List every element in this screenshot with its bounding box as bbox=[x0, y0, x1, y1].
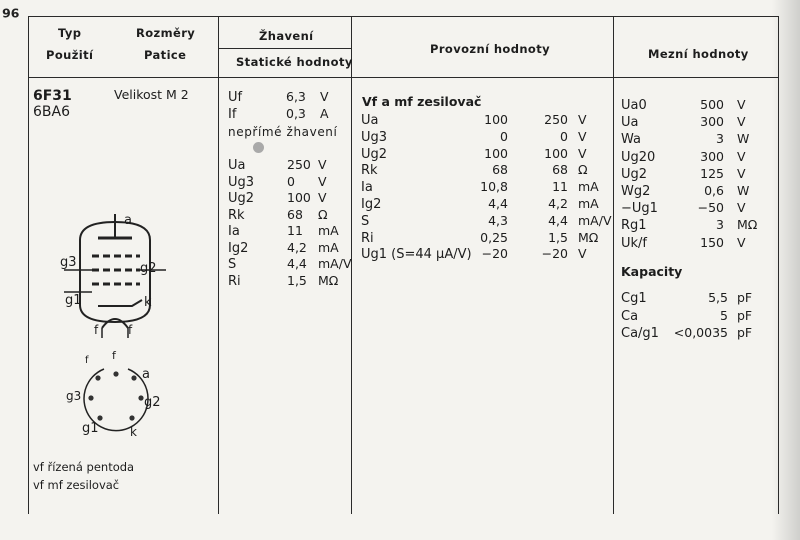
static-unit: MΩ bbox=[318, 272, 339, 288]
static-symbol: Ri bbox=[228, 273, 241, 289]
zhaveni-val: 0,3 bbox=[286, 106, 306, 121]
static-value: 0 bbox=[287, 173, 295, 189]
static-symbol: Ua bbox=[228, 158, 246, 173]
operating-value-1: 0,25 bbox=[480, 229, 508, 245]
zhaveni-note: nepřímé žhavení bbox=[228, 125, 338, 139]
static-symbol: Rk bbox=[228, 207, 245, 223]
static-value: 250 bbox=[287, 157, 311, 172]
zhaveni-divider bbox=[218, 48, 351, 49]
limit-unit: V bbox=[737, 97, 746, 112]
limit-unit: V bbox=[737, 114, 746, 130]
limit-unit: V bbox=[737, 165, 746, 181]
static-value: 68 bbox=[287, 206, 303, 222]
column-divider-3 bbox=[613, 16, 614, 514]
limit-unit: V bbox=[737, 148, 746, 164]
capacitance-unit: pF bbox=[737, 307, 753, 323]
operating-unit: V bbox=[578, 128, 587, 144]
operating-value-1: 100 bbox=[484, 145, 508, 161]
cathode bbox=[98, 300, 142, 306]
limit-unit: W bbox=[737, 131, 750, 147]
page-edge-shadow bbox=[772, 0, 800, 540]
tube-name-primary: 6F31 bbox=[33, 88, 72, 104]
header-mezni: Mezní hodnoty bbox=[648, 47, 749, 61]
operating-value-1: 0 bbox=[500, 128, 508, 144]
capacitance-symbol: Ca bbox=[621, 308, 639, 324]
header-staticke: Statické hodnoty bbox=[236, 55, 353, 69]
base-pins bbox=[88, 371, 143, 420]
tube-use-line-2: vf mf zesilovač bbox=[33, 478, 120, 492]
static-unit: Ω bbox=[318, 206, 328, 222]
operating-value-1: 4,3 bbox=[488, 212, 508, 228]
limit-unit: MΩ bbox=[737, 217, 758, 233]
base-label-f-left: f bbox=[85, 355, 89, 366]
operating-value-1: 10,8 bbox=[480, 179, 508, 195]
operating-symbol: Ug2 bbox=[361, 146, 388, 162]
static-unit: V bbox=[318, 173, 327, 189]
header-bottom-rule bbox=[28, 77, 778, 78]
symbol-label-k: k bbox=[144, 295, 152, 310]
limit-symbol: Rg1 bbox=[621, 218, 647, 234]
limit-value: 0,6 bbox=[704, 183, 724, 198]
capacitance-value: 5,5 bbox=[708, 290, 728, 305]
left-border bbox=[28, 16, 29, 514]
header-rozmery: Rozměry bbox=[136, 26, 196, 40]
symbol-label-g1: g1 bbox=[65, 293, 82, 308]
zhaveni-sym: Uf bbox=[228, 90, 243, 105]
operating-symbol: Ia bbox=[361, 180, 373, 196]
heater bbox=[102, 319, 128, 328]
zhaveni-unit: A bbox=[320, 106, 329, 121]
operating-symbol: Ri bbox=[361, 230, 374, 246]
limit-value: 500 bbox=[700, 97, 724, 112]
limit-symbol: Wg2 bbox=[621, 184, 651, 199]
base-label-f: f bbox=[112, 349, 116, 362]
limit-unit: W bbox=[737, 183, 750, 198]
header-zhaveni: Žhavení bbox=[259, 29, 314, 43]
right-border bbox=[778, 16, 779, 514]
symbol-label-f-right: f bbox=[128, 323, 133, 337]
operating-symbol: S bbox=[361, 213, 370, 229]
limit-symbol: −Ug1 bbox=[621, 201, 658, 217]
limit-symbol: Ua bbox=[621, 115, 639, 131]
operating-value-2: 1,5 bbox=[548, 229, 568, 245]
page-number: 96 bbox=[2, 5, 20, 21]
operating-value-1: 68 bbox=[492, 162, 508, 178]
capacitance-symbol: Cg1 bbox=[621, 291, 647, 306]
static-symbol: Ug2 bbox=[228, 191, 255, 206]
tube-size: Velikost M 2 bbox=[114, 87, 189, 102]
static-unit: mA/V bbox=[318, 256, 352, 271]
zhaveni-val: 6,3 bbox=[286, 89, 306, 104]
grid-lines bbox=[92, 256, 140, 284]
kapacity-title: Kapacity bbox=[621, 264, 683, 279]
operating-unit: Ω bbox=[578, 162, 588, 178]
header-provozni: Provozní hodnoty bbox=[430, 42, 551, 56]
operating-value-2: 250 bbox=[544, 112, 568, 127]
operating-unit: V bbox=[578, 145, 587, 161]
operating-value-1: −20 bbox=[481, 246, 508, 262]
header-typ: Typ bbox=[58, 26, 82, 40]
operating-value-1: 100 bbox=[484, 112, 508, 127]
static-unit: V bbox=[318, 157, 327, 172]
operating-unit: V bbox=[578, 112, 587, 127]
static-unit: mA bbox=[318, 239, 339, 255]
operating-unit: mA bbox=[578, 196, 599, 211]
operating-symbol: Ug3 bbox=[361, 129, 388, 145]
operating-symbol: Ua bbox=[361, 113, 379, 128]
tube-name-secondary: 6BA6 bbox=[33, 104, 70, 120]
limit-unit: V bbox=[737, 234, 746, 250]
static-value: 100 bbox=[287, 190, 311, 205]
limit-value: 125 bbox=[700, 165, 724, 181]
operating-value-2: 4,4 bbox=[548, 212, 568, 228]
static-unit: V bbox=[318, 190, 327, 205]
static-unit: mA bbox=[318, 223, 339, 238]
limit-unit: V bbox=[737, 200, 746, 216]
operating-value-2: 100 bbox=[544, 145, 568, 161]
provozni-title: Vf a mf zesilovač bbox=[362, 94, 482, 109]
limit-symbol: Wa bbox=[621, 132, 641, 148]
static-symbol: Ig2 bbox=[228, 240, 249, 256]
operating-value-2: 4,2 bbox=[548, 196, 568, 211]
operating-unit: V bbox=[578, 246, 587, 262]
limit-symbol: Ua0 bbox=[621, 98, 647, 113]
operating-unit: mA/V bbox=[578, 212, 612, 228]
limit-value: 150 bbox=[700, 234, 724, 250]
header-pouziti: Použití bbox=[46, 48, 94, 62]
operating-value-2: 68 bbox=[552, 162, 568, 178]
limit-symbol: Ug20 bbox=[621, 149, 656, 165]
symbol-label-f-left: f bbox=[94, 323, 99, 337]
limit-value: 300 bbox=[700, 148, 724, 164]
table-top-rule bbox=[28, 16, 778, 17]
capacitance-unit: pF bbox=[737, 325, 753, 340]
zhaveni-sym: If bbox=[228, 107, 237, 122]
static-value: 1,5 bbox=[287, 272, 307, 288]
base-label-g2: g2 bbox=[144, 395, 161, 410]
operating-unit: mA bbox=[578, 179, 599, 195]
limit-symbol: Uk/f bbox=[621, 235, 647, 251]
capacitance-symbol: Ca/g1 bbox=[621, 326, 659, 341]
limit-value: 300 bbox=[700, 114, 724, 130]
operating-symbol: Ug1 (S=44 μA/V) bbox=[361, 247, 472, 263]
operating-value-1: 4,4 bbox=[488, 196, 508, 211]
symbol-label-g3: g3 bbox=[60, 255, 77, 270]
operating-symbol: Ig2 bbox=[361, 197, 382, 212]
symbol-label-a: a bbox=[124, 213, 132, 228]
static-symbol: Ia bbox=[228, 224, 240, 239]
operating-unit: MΩ bbox=[578, 229, 599, 245]
base-label-g1: g1 bbox=[82, 421, 99, 436]
limit-value: −50 bbox=[697, 200, 724, 216]
operating-value-2: −20 bbox=[541, 246, 568, 262]
limit-value: 3 bbox=[716, 217, 724, 233]
blemish-dot bbox=[253, 142, 264, 153]
base-label-a: a bbox=[142, 367, 150, 382]
capacitance-value: <0,0035 bbox=[673, 325, 728, 340]
static-symbol: S bbox=[228, 257, 237, 272]
operating-value-2: 11 bbox=[552, 179, 568, 195]
static-value: 11 bbox=[287, 223, 303, 238]
limit-value: 3 bbox=[716, 131, 724, 147]
symbol-label-g2: g2 bbox=[140, 261, 157, 276]
static-value: 4,2 bbox=[287, 239, 307, 255]
limit-symbol: Ug2 bbox=[621, 166, 648, 182]
header-patice: Patice bbox=[144, 48, 187, 62]
tube-use-line-1: vf řízená pentoda bbox=[33, 460, 135, 474]
operating-value-2: 0 bbox=[560, 128, 568, 144]
base-label-k: k bbox=[130, 425, 137, 439]
static-value: 4,4 bbox=[287, 256, 307, 271]
static-symbol: Ug3 bbox=[228, 174, 255, 190]
capacitance-value: 5 bbox=[720, 307, 728, 323]
zhaveni-unit: V bbox=[320, 89, 329, 104]
base-label-g3: g3 bbox=[66, 389, 82, 403]
column-divider-1 bbox=[218, 16, 219, 514]
capacitance-unit: pF bbox=[737, 290, 753, 305]
operating-symbol: Rk bbox=[361, 163, 378, 179]
